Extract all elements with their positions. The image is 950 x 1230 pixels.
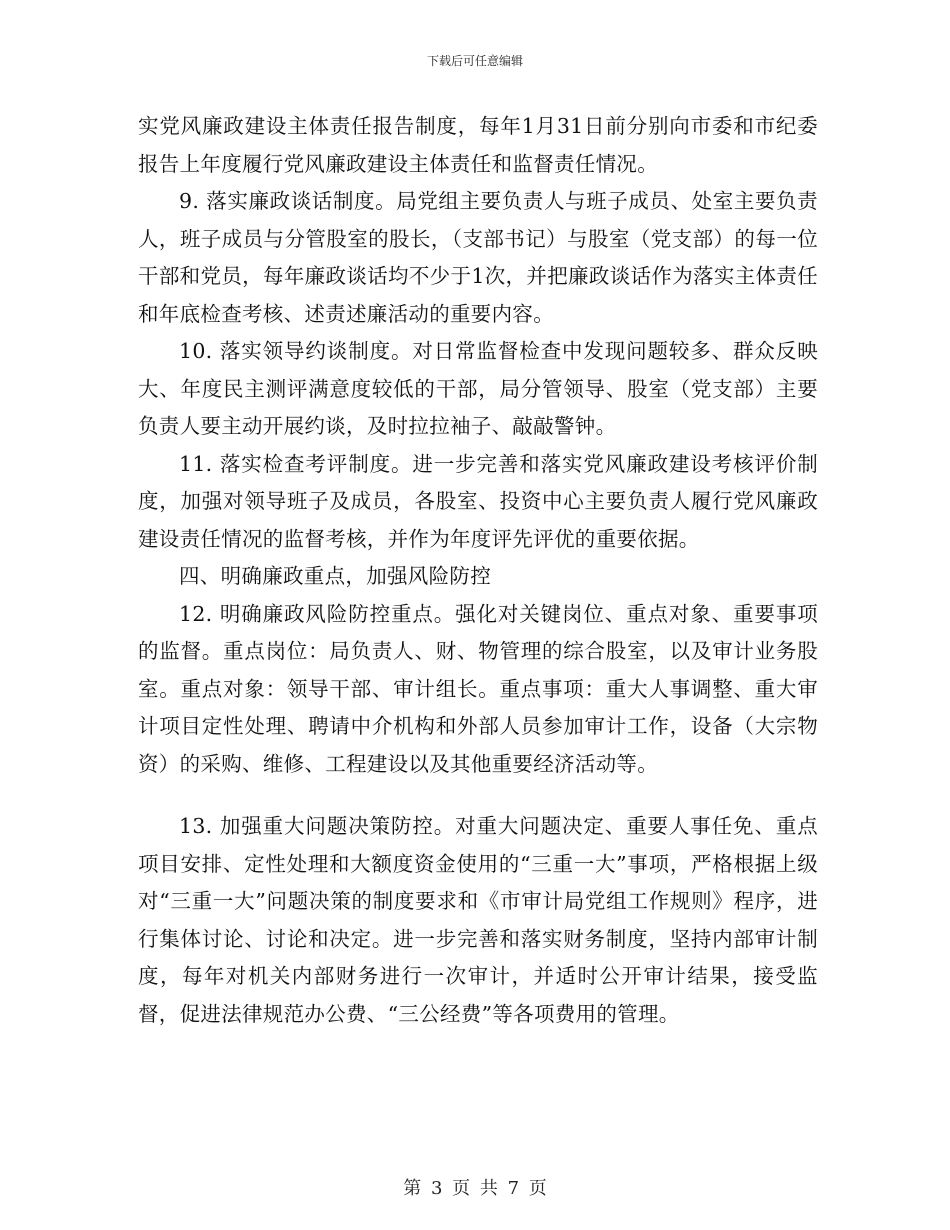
page-header-note: 下载后可任意编辑 (426, 54, 523, 68)
paragraph-item-13: 13. 加强重大问题决策防控。对重大问题决定、重要人事任免、重点项目安排、定性处理和大额度资金使用的“三重一大”事项，严格根据上级对“三重一大”问题决策的制度要求和《市审计局党组工作规则》程序，进行集体讨论、讨论和决定。进一步完善和落实财务制度，坚持内部审计制度，每年对机关内部财务进行一次审计，并适时公开审计结果，接受监督，促进法律规范办公费、“三公经费”等各项费用的管理。 (138, 814, 818, 1026)
paragraph-item-10: 10. 落实领导约谈制度。对日常监督检查中发现问题较多、群众反映大、年度民主测评满意度较低的干部，局分管领导、股室（党支部）主要负责人要主动开展约谈，及时拉拉袖子、敲敲警钟。 (138, 339, 818, 438)
page-number: 第 3 页 共 7 页 (403, 1178, 547, 1199)
section-heading-4: 四、明确廉政重点，加强风险防控 (179, 564, 491, 588)
paragraph-gap (138, 783, 818, 808)
paragraph-item-12: 12. 明确廉政风险防控重点。强化对关键岗位、重点对象、重要事项的监督。重点岗位：局负责人、财、物管理的综合股室，以及审计业务股室。重点对象：领导干部、审计组长。重点事项：重大人事调整、重大审计项目定性处理、聘请中介机构和外部人员参加审计工作，设备（大宗物资）的采购、维修、工程建设以及其他重要经济活动等。 (138, 601, 818, 776)
paragraph-item-11: 11. 落实检查考评制度。进一步完善和落实党风廉政建设考核评价制度，加强对领导班子及成员，各股室、投资中心主要负责人履行党风廉政建设责任情况的监督考核，并作为年度评先评优的重要依据。 (138, 451, 818, 551)
document-body (138, 108, 818, 1033)
paragraph-item-9: 9. 落实廉政谈话制度。局党组主要负责人与班子成员、处室主要负责人，班子成员与分管股室的股长，（支部书记）与股室（党支部）的每一位干部和党员，每年廉政谈话均不少于1次，并把廉政谈话作为落实主体责任和年底检查考核、述责述廉活动的重要内容。 (138, 189, 818, 326)
paragraph-continuation: 实党风廉政建设主体责任报告制度，每年1月31日前分别向市委和市纪委报告上年度履行党风廉政建设主体责任和监督责任情况。 (138, 114, 818, 176)
